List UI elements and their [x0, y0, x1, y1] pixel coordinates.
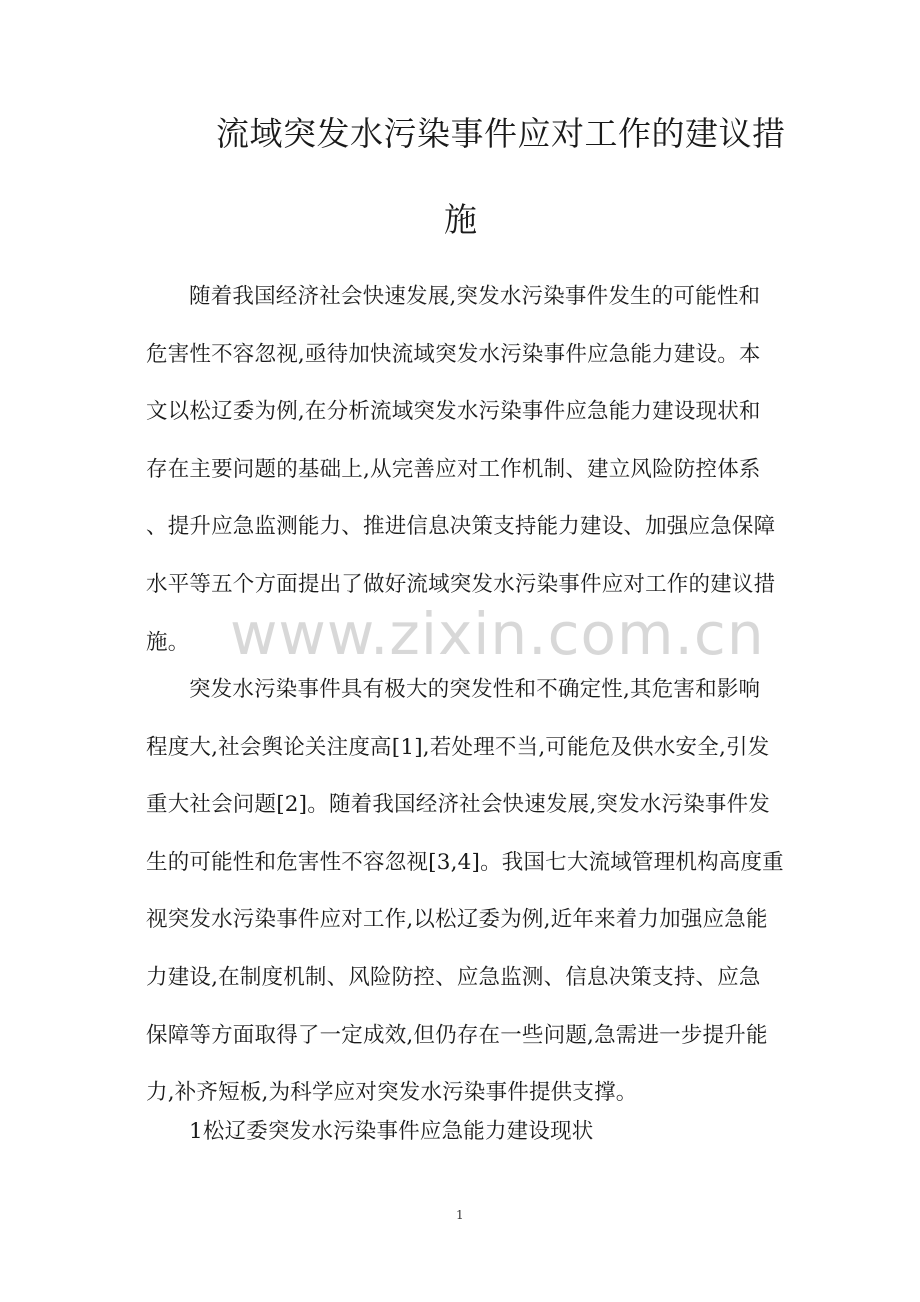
text-line: 视突发水污染事件应对工作,以松辽委为例,近年来着力加强应急能: [146, 907, 768, 933]
text-line: 力,补齐短板,为科学应对突发水污染事件提供支撑。: [146, 1080, 638, 1106]
text-line: 存在主要问题的基础上,从完善应对工作机制、建立风险防控体系: [146, 456, 761, 482]
text-line: 文以松辽委为例,在分析流域突发水污染事件应急能力建设现状和: [146, 399, 761, 425]
document-title-line-2: 施: [444, 200, 478, 239]
text-line: 施。: [146, 629, 190, 655]
page-number: 1: [456, 1208, 464, 1222]
text-line: 重大社会问题[2]。随着我国经济社会快速发展,突发水污染事件发: [146, 792, 770, 818]
text-line: 力建设,在制度机制、风险防控、应急监测、信息决策支持、应急: [146, 964, 761, 990]
text-line: 保障等方面取得了一定成效,但仍存在一些问题,急需进一步提升能: [146, 1022, 768, 1048]
section-heading-text: 1松辽委突发水污染事件应急能力建设现状: [189, 1119, 594, 1144]
text-line: 危害性不容忽视,亟待加快流域突发水污染事件应急能力建设。本: [146, 341, 761, 367]
text-line: 生的可能性和危害性不容忽视[3,4]。我国七大流域管理机构高度重: [146, 849, 784, 875]
watermark: www.zixin.com.cn: [230, 600, 765, 668]
text-line: 随着我国经济社会快速发展,突发水污染事件发生的可能性和: [189, 284, 761, 309]
text-line: 突发水污染事件具有极大的突发性和不确定性,其危害和影响: [189, 677, 761, 702]
section-heading: [146, 1103, 782, 1161]
document-title-line-1: 流域突发水污染事件应对工作的建议措: [216, 114, 786, 153]
text-line: 水平等五个方面提出了做好流域突发水污染事件应对工作的建议措: [146, 571, 776, 597]
intro-paragraph: [146, 661, 782, 1122]
text-line: 、提升应急监测能力、推进信息决策支持能力建设、加强应急保障: [146, 514, 776, 540]
text-line: 程度大,社会舆论关注度高[1],若处理不当,可能危及供水安全,引发: [146, 734, 770, 760]
